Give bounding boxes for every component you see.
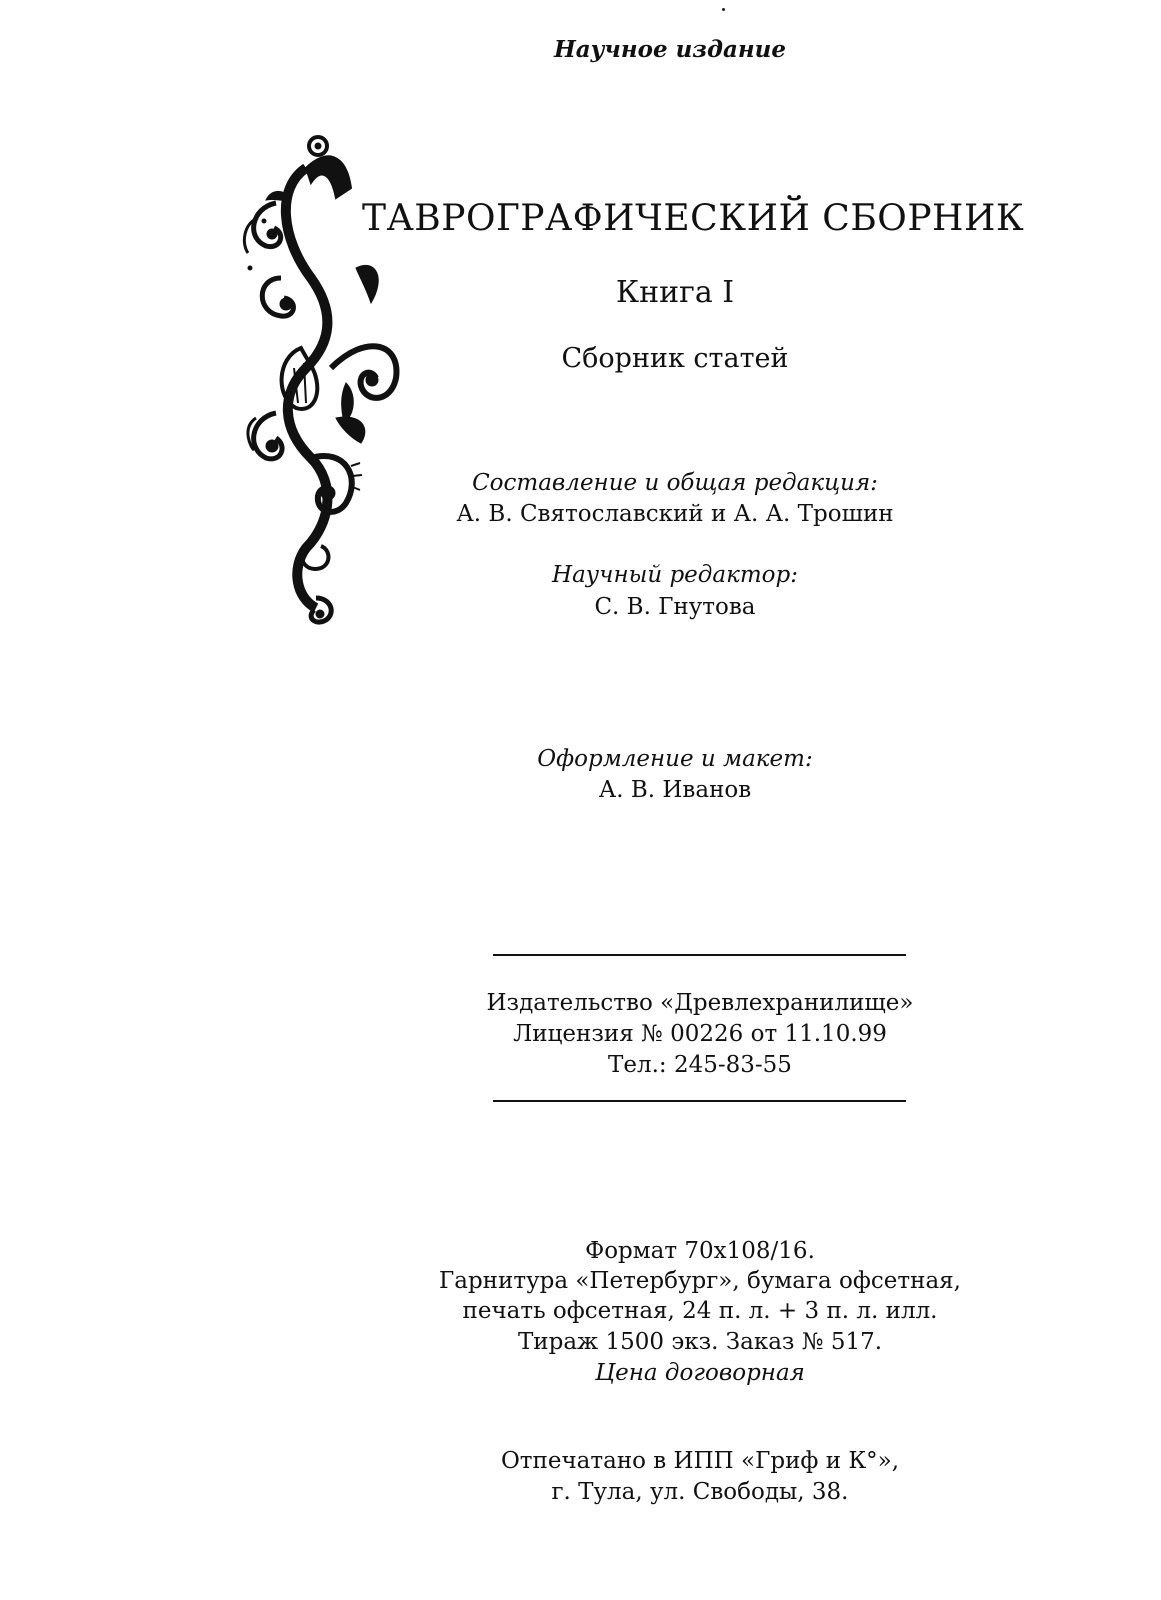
publisher-license: Лицензия № 00226 от 11.10.99 — [513, 1021, 887, 1047]
imprint-price: Цена договорная — [595, 1360, 805, 1386]
edition-label: Научное издание — [554, 36, 786, 63]
design-name: А. В. Иванов — [598, 777, 752, 803]
compilers-role: Составление и общая редакция: — [472, 470, 878, 496]
sci-editor-role: Научный редактор: — [552, 562, 798, 588]
top-divider — [493, 954, 906, 956]
publisher-phone: Тел.: 245-83-55 — [608, 1052, 792, 1078]
imprint-typeface-paper: Гарнитура «Петербург», бумага офсетная, — [439, 1268, 961, 1294]
design-role: Оформление и макет: — [537, 746, 813, 772]
imprint-printing: печать офсетная, 24 п. л. + 3 п. л. илл. — [462, 1298, 938, 1324]
bottom-divider — [493, 1100, 906, 1102]
printer-address: г. Тула, ул. Свободы, 38. — [551, 1479, 849, 1505]
publisher-name: Издательство «Древлехранилище» — [486, 990, 914, 1016]
book-number: Книга I — [615, 275, 735, 310]
printed-at: Отпечатано в ИПП «Гриф и К°», — [500, 1448, 900, 1474]
page-title: ТАВРОГРАФИЧЕСКИЙ СБОРНИК — [362, 198, 1025, 239]
sci-editor-name: С. В. Гнутова — [594, 594, 756, 620]
scan-speck — [722, 8, 725, 11]
imprint-run-order: Тираж 1500 экз. Заказ № 517. — [517, 1329, 883, 1355]
subtitle: Сборник статей — [561, 343, 789, 374]
imprint-format: Формат 70x108/16. — [585, 1238, 815, 1264]
compilers-names: А. В. Святославский и А. А. Трошин — [456, 501, 894, 527]
